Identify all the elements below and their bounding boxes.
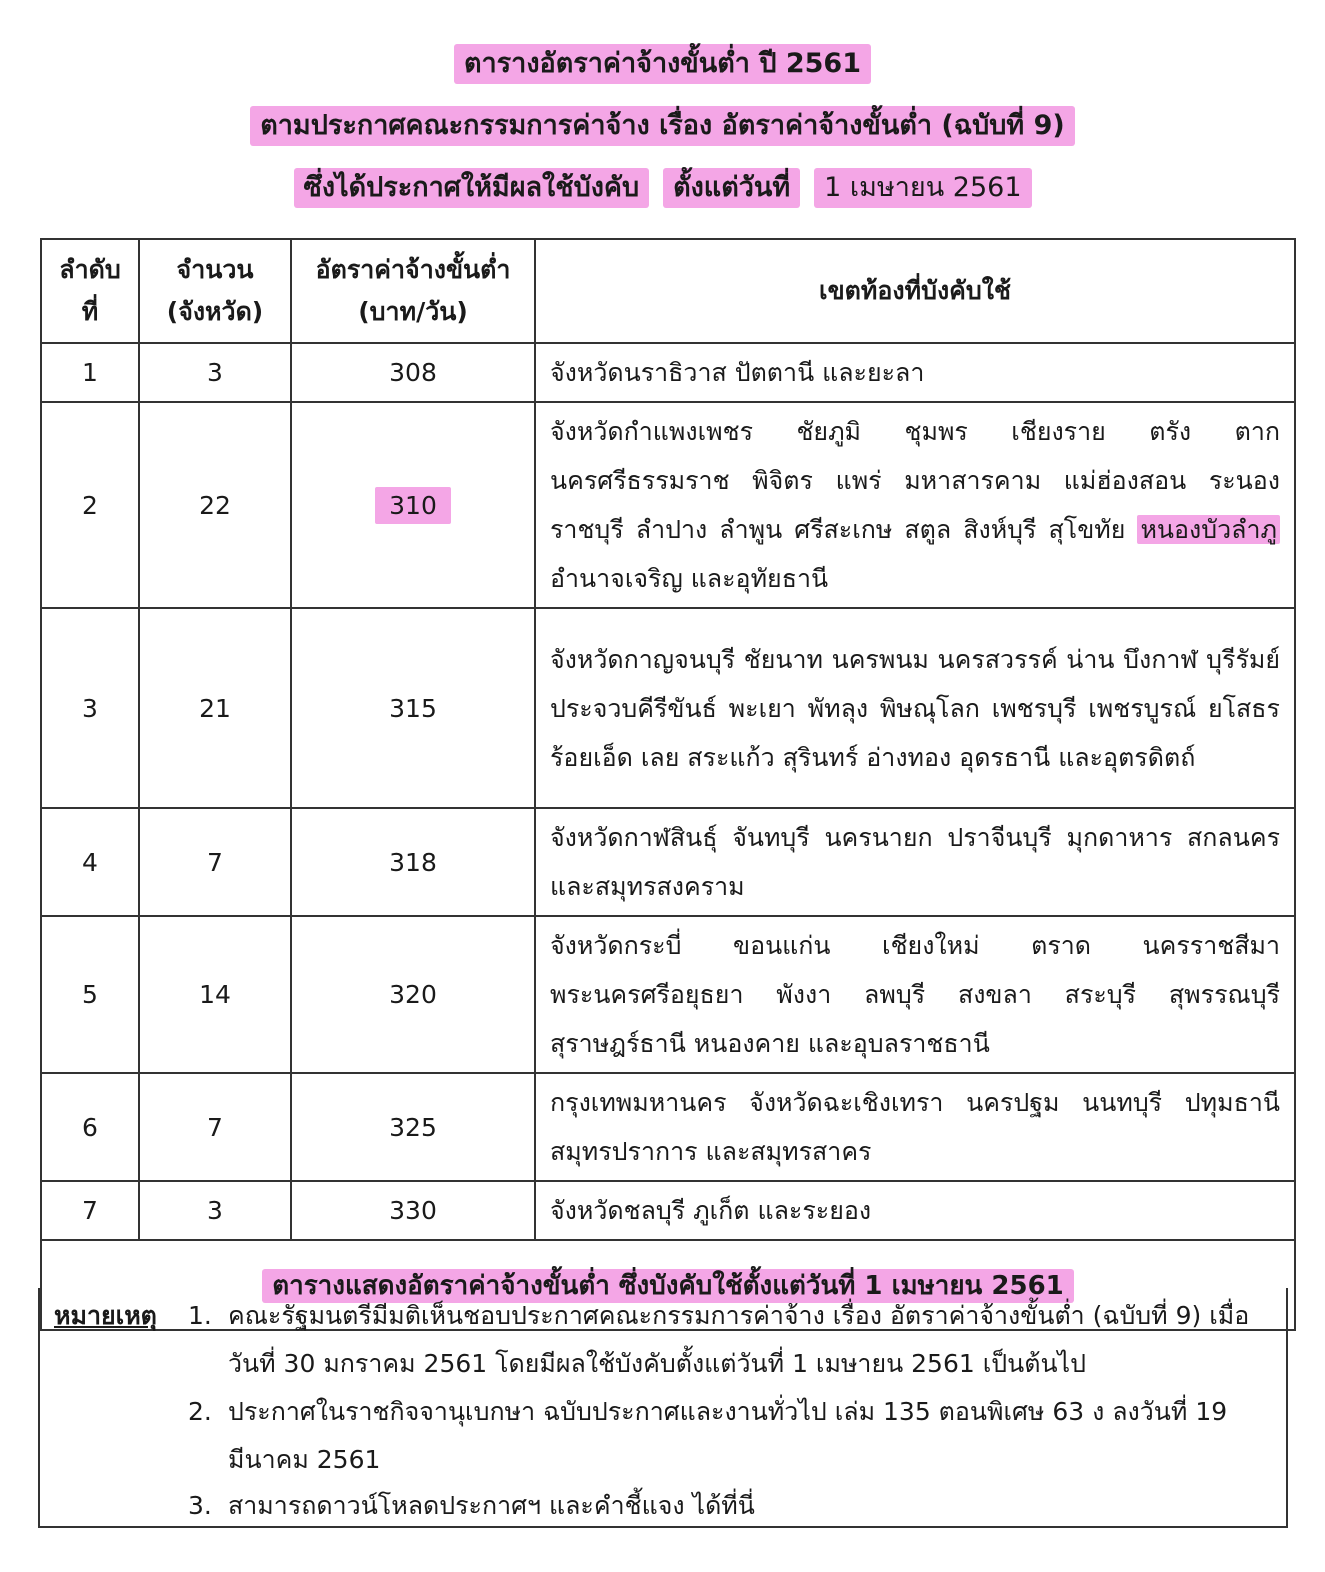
province-count: 22 xyxy=(139,402,291,608)
table-header-row xyxy=(41,239,1295,343)
table-row xyxy=(41,608,1295,808)
area-list: กรุงเทพมหานคร จังหวัดฉะเชิงเทรา นครปฐม นนทบุรี ปทุมธานี สมุทรปราการ และสมุทรสาคร xyxy=(535,1073,1295,1181)
header-count: จำนวน (จังหวัด) xyxy=(139,239,291,343)
row-number: 4 xyxy=(41,808,139,916)
note-text: ประกาศในราชกิจจานุเบกษา ฉบับประกาศและงานทั่วไป เล่ม 135 ตอนพิเศษ 63 ง ลงวันที่ 19 มีนาคม 2561 xyxy=(228,1397,1228,1474)
table-row xyxy=(41,916,1295,1073)
note-number: 3. xyxy=(188,1491,212,1520)
table-row xyxy=(41,343,1295,402)
note-item xyxy=(188,1292,1268,1388)
province-count: 7 xyxy=(139,808,291,916)
notes-label: หมายเหตุ xyxy=(54,1301,157,1330)
province-count: 7 xyxy=(139,1073,291,1181)
row-number: 1 xyxy=(41,343,139,402)
province-count: 14 xyxy=(139,916,291,1073)
wage-rate: 318 xyxy=(291,808,535,916)
area-list: จังหวัดกำแพงเพชร ชัยภูมิ ชุมพร เชียงราย ตรัง ตาก นครศรีธรรมราช พิจิตร แพร่ มหาสารคาม แม่ฮ่องสอน ระนอง ราชบุรี ลำปาง ลำพูน ศรีสะเกษ สตูล สิงห์บุรี สุโขทัย หนองบัวลำภู อำนาจเจริญ และอุทัยธานี xyxy=(535,402,1295,608)
row-number: 6 xyxy=(41,1073,139,1181)
province-count: 21 xyxy=(139,608,291,808)
note-item xyxy=(188,1388,1268,1484)
area-list: จังหวัดกาญจนบุรี ชัยนาท นครพนม นครสวรรค์ น่าน บึงกาฬ บุรีรัมย์ ประจวบคีรีขันธ์ พะเยา พัทลุง พิษณุโลก เพชรบุรี เพชรบูรณ์ ยโสธร ร้อยเอ็ด เลย สระแก้ว สุรินทร์ อ่างทอง อุดรธานี และอุตรดิตถ์ xyxy=(535,608,1295,808)
note-text: คณะรัฐมนตรีมีมติเห็นชอบประกาศคณะกรรมการค่าจ้าง เรื่อง อัตราค่าจ้างขั้นต่ำ (ฉบับที่ 9) เมื่อวันที่ 30 มกราคม 2561 โดยมีผลใช้บังคับตั้งแต่วันที่ 1 เมษายน 2561 เป็นต้นไป xyxy=(228,1301,1250,1378)
area-list: จังหวัดกระบี่ ขอนแก่น เชียงใหม่ ตราด นครราชสีมา พระนครศรีอยุธยา พังงา ลพบุรี สงขลา สระบุรี สุพรรณบุรี สุราษฎร์ธานี หนองคาย และอุบลราชธานี xyxy=(535,916,1295,1073)
wage-rate: 315 xyxy=(291,608,535,808)
note-number: 2. xyxy=(188,1397,212,1426)
title-line-3-part-a: ซึ่งได้ประกาศให้มีผลใช้บังคับ xyxy=(294,168,650,208)
notes-section xyxy=(38,1288,1288,1528)
area-list: จังหวัดนราธิวาส ปัตตานี และยะลา xyxy=(535,343,1295,402)
minimum-wage-table xyxy=(40,238,1296,1331)
table-row xyxy=(41,808,1295,916)
wage-rate-highlighted: 310 xyxy=(375,487,451,524)
wage-rate: 330 xyxy=(291,1181,535,1240)
row-number: 5 xyxy=(41,916,139,1073)
header-rate: อัตราค่าจ้างขั้นต่ำ (บาท/วัน) xyxy=(291,239,535,343)
title-line-3-part-b: ตั้งแต่วันที่ xyxy=(663,168,800,208)
wage-rate: 308 xyxy=(291,343,535,402)
wage-rate-cell xyxy=(291,402,535,608)
title-line-1: ตารางอัตราค่าจ้างขั้นต่ำ ปี 2561 xyxy=(454,44,871,84)
highlighted-province: หนองบัวลำภู xyxy=(1137,515,1280,544)
province-count: 3 xyxy=(139,343,291,402)
document-title xyxy=(0,44,1325,230)
table-caption: ตารางแสดงอัตราค่าจ้างขั้นต่ำ ซึ่งบังคับใช้ตั้งแต่วันที่ 1 เมษายน 2561 xyxy=(262,1269,1074,1303)
header-order: ลำดับ ที่ xyxy=(41,239,139,343)
row-number: 7 xyxy=(41,1181,139,1240)
note-item xyxy=(188,1482,1268,1530)
header-area: เขตท้องที่บังคับใช้ xyxy=(535,239,1295,343)
wage-rate: 325 xyxy=(291,1073,535,1181)
title-line-3-date: 1 เมษายน 2561 xyxy=(814,168,1031,208)
note-download-text[interactable]: สามารถดาวน์โหลดประกาศฯ และคำชี้แจง ได้ที่นี่ xyxy=(228,1491,755,1520)
province-count: 3 xyxy=(139,1181,291,1240)
table-row xyxy=(41,402,1295,608)
area-list: จังหวัดชลบุรี ภูเก็ต และระยอง xyxy=(535,1181,1295,1240)
title-line-2: ตามประกาศคณะกรรมการค่าจ้าง เรื่อง อัตราค่าจ้างขั้นต่ำ (ฉบับที่ 9) xyxy=(250,106,1075,146)
table-row xyxy=(41,1181,1295,1240)
area-list: จังหวัดกาฬสินธุ์ จันทบุรี นครนายก ปราจีนบุรี มุกดาหาร สกลนคร และสมุทรสงคราม xyxy=(535,808,1295,916)
note-number: 1. xyxy=(188,1301,212,1330)
row-number: 2 xyxy=(41,402,139,608)
row-number: 3 xyxy=(41,608,139,808)
wage-rate: 320 xyxy=(291,916,535,1073)
table-row xyxy=(41,1073,1295,1181)
